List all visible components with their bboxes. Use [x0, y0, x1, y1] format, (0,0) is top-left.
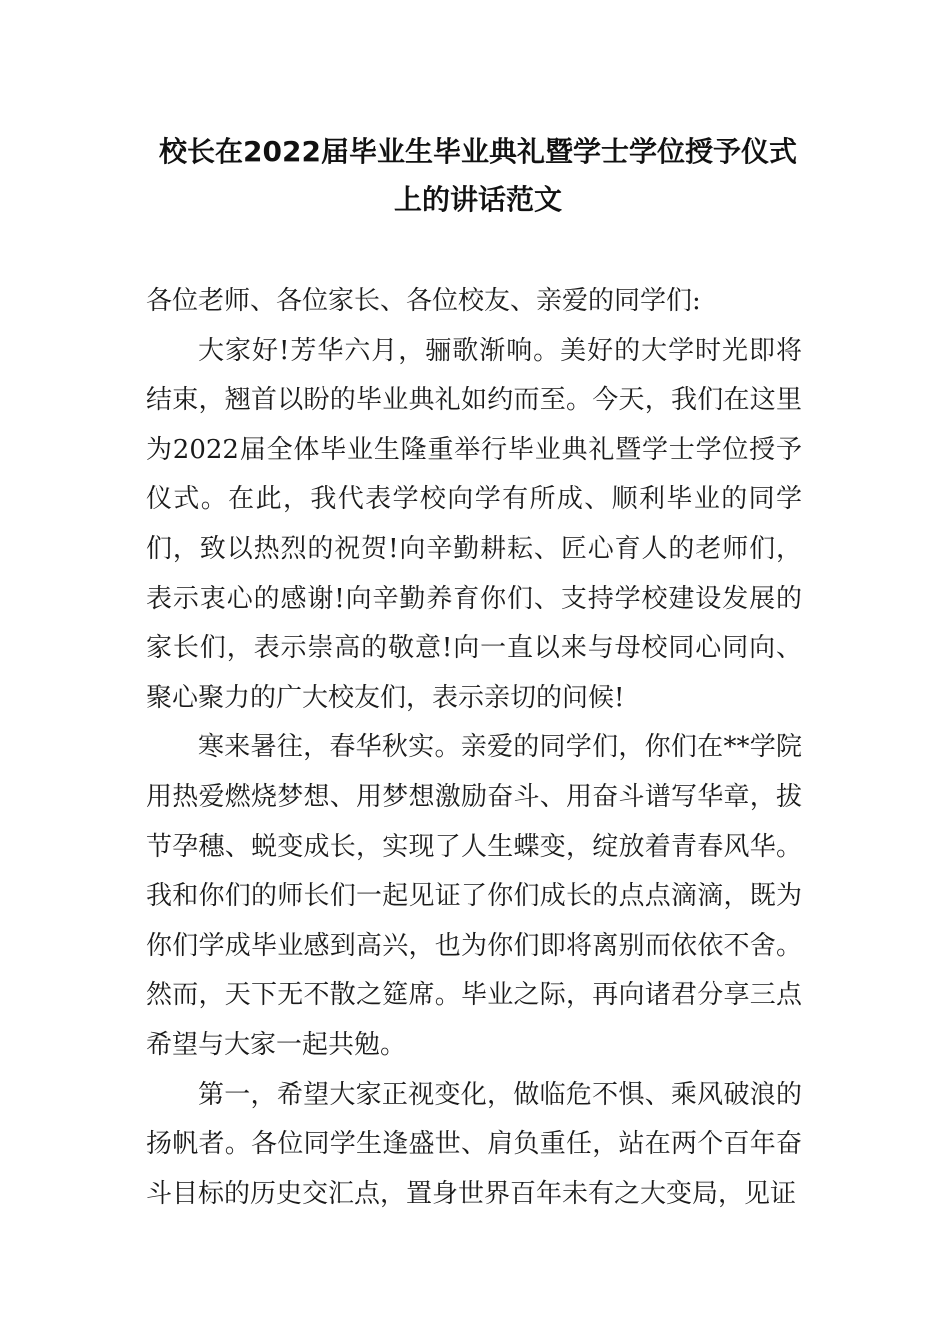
- paragraph-1: 大家好!芳华六月，骊歌渐响。美好的大学时光即将结束，翘首以盼的毕业典礼如约而至。今天，我们在这里为2022届全体毕业生隆重举行毕业典礼暨学士学位授予仪式。在此，我代表学校向学有所成、顺利毕业的同学们，致以热烈的祝贺!向辛勤耕耘、匠心育人的老师们，表示衷心的感谢!向辛勤养育你们、支持学校建设发展的家长们，表示崇高的敬意!向一直以来与母校同心同向、聚心聚力的广大校友们，表示亲切的问候!: [146, 335, 802, 713]
- title-line-1: 校长在2022届毕业生毕业典礼暨学士学位授予仪式: [159, 135, 797, 168]
- title-line-2: 上的讲话范文: [393, 183, 562, 216]
- document-title: [120, 128, 836, 224]
- salutation: 各位老师、各位家长、各位校友、亲爱的同学们:: [146, 286, 701, 316]
- paragraph-2: 寒来暑往，春华秋实。亲爱的同学们，你们在**学院用热爱燃烧梦想、用梦想激励奋斗、用奋斗谱写华章，拔节孕穗、蜕变成长，实现了人生蝶变，绽放着青春风华。我和你们的师长们一起见证了你们成长的点点滴滴，既为你们学成毕业感到高兴，也为你们即将离别而依依不舍。然而，天下无不散之筵席。毕业之际，再向诸君分享三点希望与大家一起共勉。: [146, 732, 802, 1060]
- document-body: [146, 277, 802, 1219]
- paragraph-3: 第一，希望大家正视变化，做临危不惧、乘风破浪的扬帆者。各位同学生逢盛世、肩负重任，站在两个百年奋斗目标的历史交汇点，置身世界百年未有之大变局，见证: [146, 1079, 802, 1209]
